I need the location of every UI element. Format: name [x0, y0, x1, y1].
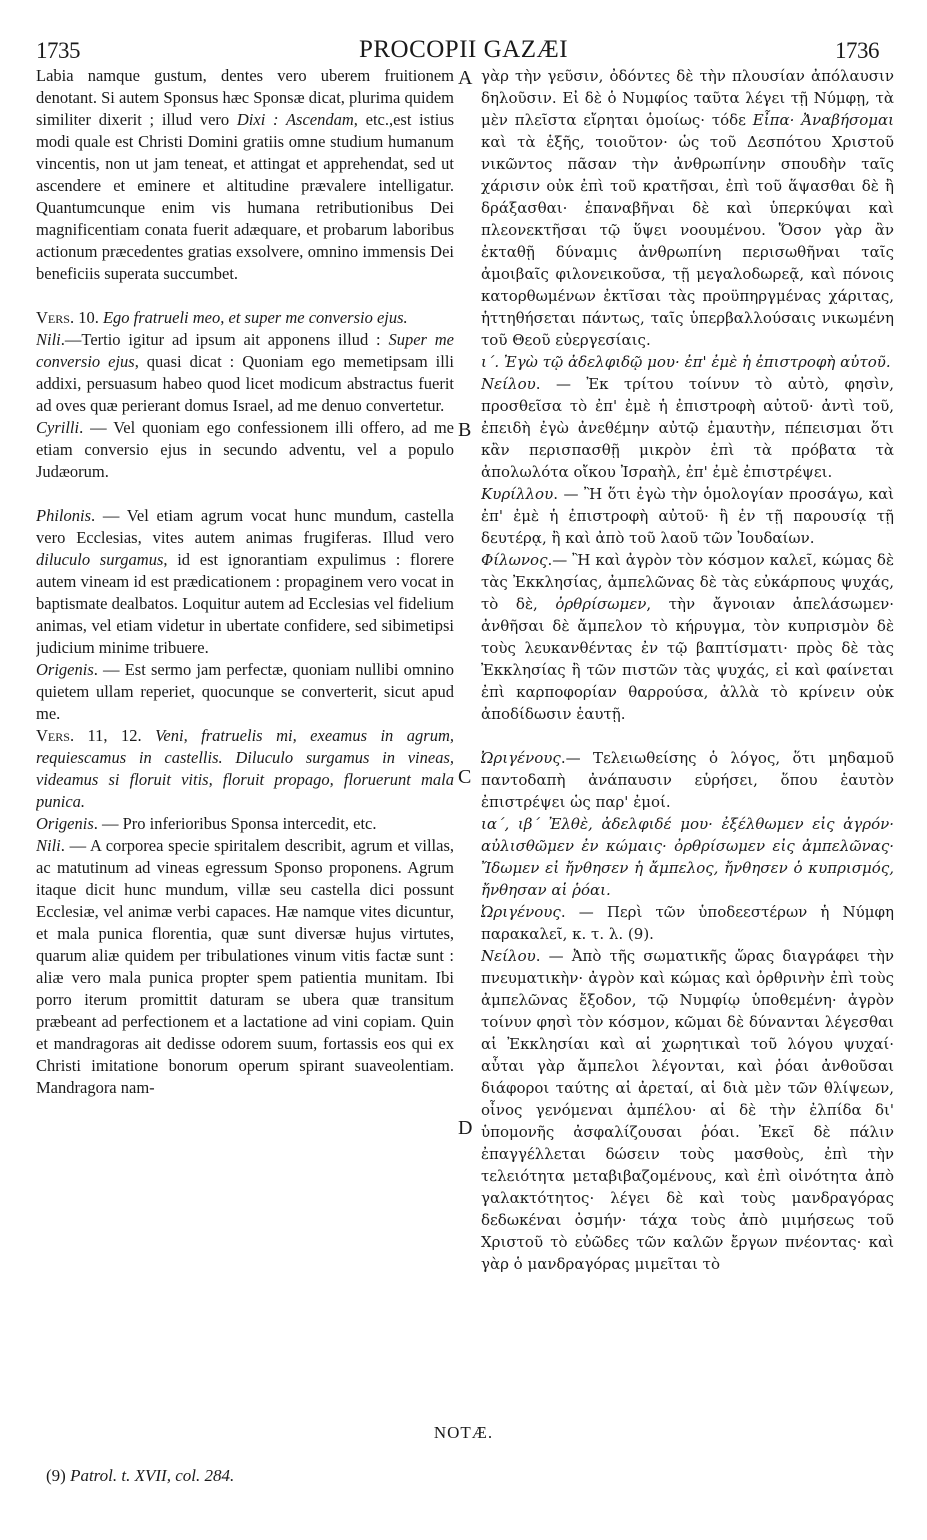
margin-marker-c: C	[458, 766, 472, 788]
greek-paragraph	[481, 483, 894, 549]
latin-paragraph	[36, 813, 454, 835]
greek-text-segment: ια´, ιβ´ Ἐλθὲ, ἀδελφιδέ μου· ἐξέλθωμεν εἰς ἀγρόν· αὐλισθῶμεν ἐν κώμαις· ὀρθρίσωμεν εἰς ἀμπελῶνας· Ἴδωμεν εἰ ἤνθησεν ἡ ἄμπελος, ἤνθησεν ὁ κυπρισμός, ἤνθησαν αἱ ῥόαι.	[481, 815, 894, 899]
latin-text-segment: , id est ignorantiam expulimus : florere autem vineam id est prædicationem : propaginem vero vocat in baptismate dealbatos. Loquitur autem ad Ecclesias vel fidelium animas, vel etiam videtur in ubertate confidere, sed sibimetipsi judicium minime tribuere.	[36, 550, 454, 657]
latin-text-segment: , etc.,est istius modi quale est Christi Domini gratiis omne studium humanum vincentis, non ut jam teneat, et attingat et apprehendat, sed ut ascendere et eminere et altitudine prævalere intelligatur. Quantumcunque enim vis humana retributionibus Dei magnificentiam conata fuerit adæquare, et probarum laboribus actionum præcedentes gratias exsolvere, omnino immensis Dei beneficiis superata succumbet.	[36, 110, 454, 283]
latin-text-segment: Ego fratrueli meo, et super me conversio ejus.	[102, 308, 408, 327]
latin-paragraph	[36, 329, 454, 417]
latin-paragraph	[36, 725, 454, 813]
greek-text-segment: Φίλωνος	[481, 551, 548, 569]
greek-column	[481, 65, 894, 1395]
margin-marker-b: B	[458, 419, 472, 441]
footnote	[46, 1466, 234, 1486]
latin-text-segment: Dixi : Ascendam	[236, 110, 354, 129]
latin-paragraph	[36, 65, 454, 285]
latin-text-segment: Vers	[36, 726, 70, 745]
latin-paragraph	[36, 659, 454, 725]
greek-text-segment: ι´. Ἐγὼ τῷ ἀδελφιδῷ μου· ἐπ' ἐμὲ ἡ ἐπιστροφὴ αὐτοῦ.	[481, 353, 891, 371]
greek-paragraph	[481, 65, 894, 351]
latin-text-segment: . 10.	[69, 308, 103, 327]
greek-text-segment: Εἶπα· Ἀναβήσομαι	[752, 111, 894, 129]
latin-text-segment: Veni, fratruelis mi, exeamus in agrum, requiescamus in castellis. Diluculo surgamus in vineas, videamus si floruit vitis, floruit propago, floruerunt mala punica.	[36, 726, 454, 811]
footnote-text: Patrol. t. XVII, col. 284.	[70, 1466, 235, 1485]
latin-paragraph	[36, 505, 454, 659]
greek-text-segment: καὶ τὰ ἑξῆς, τοιοῦτον· ὡς τοῦ Δεσπότου Χριστοῦ νικῶντος πᾶσαν τὴν ἀνθρωπίνην σπουδὴν ταῖς χάρισιν οὐκ ἐπὶ τοῦ κρατῆσαι, ἐπὶ τοῦ ἅψασθαι δὲ ἢ δράξασθαι· ἐπαναβῆναι δὲ καὶ ὑπερκύψαι καὶ πλεονεκτῆσαι τῷ ὕψει νοουμένου. Ὅσον γὰρ ἂν ἐκταθῇ δύναμις ἀνθρωπίνη περισωθῆναι ταῖς ἀμοιβαῖς φιλονεικοῦσα, τῇ μεγαλοδωρεᾷ, καὶ πόνοις κατορθωμένων ἐκτῖσαι τὰς προϋπηργμένας χάριτας, ἡττηθήσεται πάντως, ταῖς ὑπερβαλλούσαις νικωμένη τοῦ Θεοῦ εὐεργεσίαις.	[481, 133, 894, 349]
latin-text-segment: Philonis	[36, 506, 92, 525]
greek-paragraph	[481, 549, 894, 725]
greek-paragraph	[481, 945, 894, 1275]
paragraph-gap	[36, 285, 454, 307]
latin-text-segment: .—Tertio igitur ad ipsum ait apponens illud :	[60, 330, 389, 349]
latin-paragraph	[36, 417, 454, 483]
margin-marker-d: D	[458, 1117, 473, 1139]
latin-text-segment: . — Est sermo jam perfectæ, quoniam nullibi omnino quietem ullam reperiet, quocunque se converterit, sicut apud me.	[36, 660, 454, 723]
greek-text-segment: Ὠριγένους	[481, 749, 561, 767]
latin-text-segment: Super me conversio ejus	[36, 330, 454, 371]
footnote-number: (9)	[46, 1466, 66, 1485]
greek-text-segment: . — Ἀπὸ τῆς σωματικῆς ὥρας διαγράφει τὴν πνευματικὴν· ἀγρὸν καὶ κώμας καὶ ὀρθρινὴν ἐπὶ τοὺς ἀμπελῶνας ἔξοδον, τῷ Νυμφίῳ ὑποθεμένη· ἀγρὸν τοίνυν φησὶ τὸν κόσμον, κῶμαι δὲ δύνανται λέγεσθαι αἱ Ἐκκλησίαι καὶ αἱ χωρητικαὶ τοῦ λόγου ψυχαί· αὗται γὰρ ἄμπελοι λέγονται, καὶ ῥόαι ἀνθοῦσαι διάφοροι ταύτης αἱ ἀρεταί, αἱ διὰ μὲν τῶν θλίψεων, οἶνος γενόμεναι ἀμπέλου· αἱ δὲ τὴν ἐλπίδα δι' ὑπομονῆς ἀσφαλίζουσαι ῥόαι. Ἐκεῖ δὲ πάλιν ἐπαγγέλλεται δώσειν τοὺς μασθοὺς, ἐπὶ τὴν τελειότητα μεταβιβαζομένους, καὶ ἐπὶ οἰνότητα ἀπὸ γαλακτότητος· λέγει δὲ καὶ τοὺς μανδραγόρας δεδωκέναι ὀσμήν· τάχα τοὺς ἀπὸ μιμήσεως τοῦ Χριστοῦ τὸ εὐῶδες τῶν καλῶν ἔργων πνέοντας· καὶ γὰρ ὁ μανδραγόρας μιμεῖται τὸ	[481, 947, 894, 1273]
latin-text-segment: Origenis	[36, 814, 94, 833]
latin-text-segment: Origenis	[36, 660, 94, 679]
latin-text-segment: Vers	[36, 308, 70, 327]
greek-text-segment: Νείλου	[481, 375, 536, 393]
greek-text-segment: . — Ἢ ὅτι ἐγὼ τὴν ὁμολογίαν προσάγω, καὶ ἐπ' ἐμὲ ἡ ἐπιστροφὴ αὐτοῦ· ἢ ἐν τῇ παρουσίᾳ τῇ δευτέρᾳ, ἢ καὶ ἀπὸ τοῦ λαοῦ τῶν Ἰουδαίων.	[481, 485, 894, 547]
greek-paragraph	[481, 813, 894, 901]
greek-paragraph	[481, 901, 894, 945]
latin-paragraph	[36, 307, 454, 329]
greek-text-segment: , τὴν ἄγνοιαν ἀπελάσωμεν· ἀνθῆσαι δὲ ἄμπελον τὸ κήρυγμα, τὸν κυπρισμὸν δὲ τοὺς λευκανθέντας ἐν τῷ βαπτίσματι· πρὸς δὲ τὰς Ἐκκλησίας ἢ τῶν πιστῶν τὰς ψυχάς, εἰ καὶ φαίνεται ἐπὶ καρποφορίαν θαρρούσα, ἀλλὰ τὸ κρίνειν οὐκ ἀποδίδωσιν ἑαυτῇ.	[481, 595, 894, 723]
greek-paragraph	[481, 747, 894, 813]
greek-text-segment: . — Περὶ τῶν ὑποδεεστέρων ἡ Νύμφη παρακαλεῖ, κ. τ. λ. (9).	[481, 903, 894, 943]
greek-text-segment: Ὠριγένους	[481, 903, 561, 921]
latin-text-segment: . — Vel quoniam ego confessionem illi offero, ad me etiam conversio ejus in secundo adventu, vel a populo Judæorum.	[36, 418, 454, 481]
paragraph-gap	[36, 483, 454, 505]
page-header	[0, 0, 927, 70]
latin-column	[36, 65, 454, 1395]
latin-text-segment: . 11, 12.	[69, 726, 156, 745]
greek-paragraph	[481, 373, 894, 483]
greek-text-segment: γὰρ τὴν γεῦσιν, ὀδόντες δὲ τὴν πλουσίαν ἀπόλαυσιν δηλοῦσιν. Εἰ δὲ ὁ Νυμφίος ταῦτα λέγει τῇ Νύμφῃ, τὰ μὲν πλεῖστα εἴρηται ὁμοίως· τόδε	[481, 67, 894, 129]
latin-text-segment: Nili	[36, 330, 61, 349]
running-title: PROCOPII GAZÆI	[358, 36, 569, 63]
paragraph-gap	[481, 725, 894, 747]
greek-text-segment: .— Τελειωθείσης ὁ λόγος, ὅτι μηδαμοῦ παντοδαπὴ ἀνάπαυσιν εὑρήσει, ὅπου ἑαυτὸν ἐπιστρέψει ὡς παρ' ἐμοί.	[481, 749, 894, 811]
page-number-left: 1735	[36, 38, 80, 63]
margin-marker-a: A	[458, 67, 473, 89]
latin-text-segment: , quasi dicat : Quoniam ego memetipsam illi addixi, persuasum habeo quod licet modicum abstractus fuerit ad oves quæ perierant domus Israel, ad me denuo convertetur.	[36, 352, 454, 415]
latin-text-segment: . — A corporea specie spiritalem describit, agrum et villas, ac matutinum ad vineas egressum Sponso proponens. Agrum itaque dicit hunc mundum, villæ seu castella dici possunt Ecclesiæ, vel animæ verbi capaces. Hæ namque vites dicuntur, et mala punica florentia, quæ sunt diversæ hujus virtutes, quarum aliæ quidem per tribulationes vinum vitis factæ sunt : aliæ vero mala punica propter spem patientia munitam. Ibi porro iterum promittit daturam se ubera quæ transitum præbeant ad perfectionem et a lactatione ad vini copiam. Quin et mandragoras ait dedisse odorem suum, fortassis eos qui ex Christi imitatione bonorum operum spirant suaveolentiam. Mandragora nam-	[36, 836, 454, 1097]
greek-text-segment: ὀρθρίσωμεν	[555, 595, 647, 613]
latin-text-segment: Cyrilli	[36, 418, 80, 437]
latin-text-segment: Nili	[36, 836, 61, 855]
latin-text-segment: diluculo surgamus	[36, 550, 164, 569]
notes-title: NOTÆ.	[433, 1423, 494, 1442]
page-number-right: 1736	[835, 38, 879, 63]
greek-text-segment: Νείλου	[481, 947, 536, 965]
latin-paragraph	[36, 835, 454, 1099]
latin-text-segment: . — Pro inferioribus Sponsa intercedit, etc.	[93, 814, 377, 833]
greek-text-segment: . — Ἐκ τρίτου τοίνυν τὸ αὐτὸ, φησὶν, προσθεῖσα τὸ ἐπ' ἐμὲ ἡ ἐπιστροφὴ αὐτοῦ· ἀντὶ τοῦ, ἐπειδὴ ἐγὼ ἀνεθέμην αὐτῷ ἐμαυτὴν, πέπεισμαι ὅτι κἂν περισπασθῇ μικρὸν ἐπὶ τὰ πρόβατα τὰ ἀπολωλότα οἴκου Ἰσραὴλ, ἐπ' ἐμὲ ἐπιστρέψει.	[481, 375, 894, 481]
greek-paragraph	[481, 351, 894, 373]
latin-text-segment: Labia namque gustum, dentes vero uberem fruitionem denotant. Si autem Sponsus hæc Sponsæ dicat, plurima quidem similiter dixerit ; illud vero	[36, 66, 454, 129]
latin-text-segment: . — Vel etiam agrum vocat hunc mundum, castella vero Ecclesias, vites autem animas frugiferas. Illud vero	[36, 506, 454, 547]
greek-text-segment: .— Ἢ καὶ ἀγρὸν τὸν κόσμον καλεῖ, κώμας δὲ τὰς Ἐκκλησίας, ἀμπελῶνας δὲ τὰς εὐκάρπους ψυχάς, τὸ δὲ,	[481, 551, 894, 613]
greek-text-segment: Κυρίλλου	[481, 485, 554, 503]
